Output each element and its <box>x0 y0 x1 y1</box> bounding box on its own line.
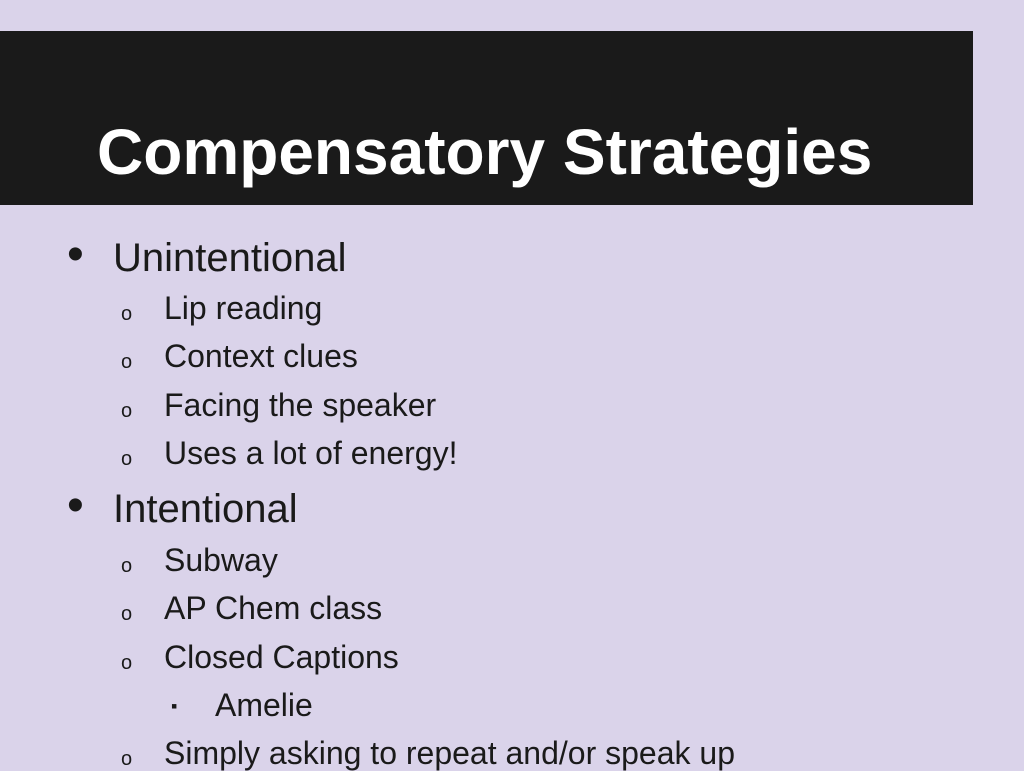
hollow-circle-icon: o <box>121 303 133 325</box>
sub-bullet-label: AP Chem class <box>164 590 383 626</box>
bullet-dot-icon: • <box>67 479 84 532</box>
square-bullet-icon: ▪ <box>171 696 178 716</box>
hollow-circle-icon: o <box>121 351 133 373</box>
hollow-circle-icon: o <box>121 448 133 470</box>
sub-sub-bullet-label: Amelie <box>215 687 313 723</box>
bullet-label: Unintentional <box>113 236 347 280</box>
sub-bullet-label: Lip reading <box>164 290 323 326</box>
sub-bullet-label: Subway <box>164 542 278 578</box>
sub-bullet-label: Context clues <box>164 338 358 374</box>
bullet-dot-icon: • <box>67 228 84 281</box>
sub-bullet-label: Facing the speaker <box>164 387 437 423</box>
sub-bullet-label: Uses a lot of energy! <box>164 435 458 471</box>
sub-bullet-label: Simply asking to repeat and/or speak up <box>164 735 735 771</box>
hollow-circle-icon: o <box>121 555 133 577</box>
sub-bullet-label: Closed Captions <box>164 639 399 675</box>
hollow-circle-icon: o <box>121 652 133 674</box>
hollow-circle-icon: o <box>121 400 133 422</box>
slide-title: Compensatory Strategies <box>97 116 873 188</box>
bullet-label: Intentional <box>113 487 298 531</box>
hollow-circle-icon: o <box>121 603 133 625</box>
hollow-circle-icon: o <box>121 748 133 770</box>
